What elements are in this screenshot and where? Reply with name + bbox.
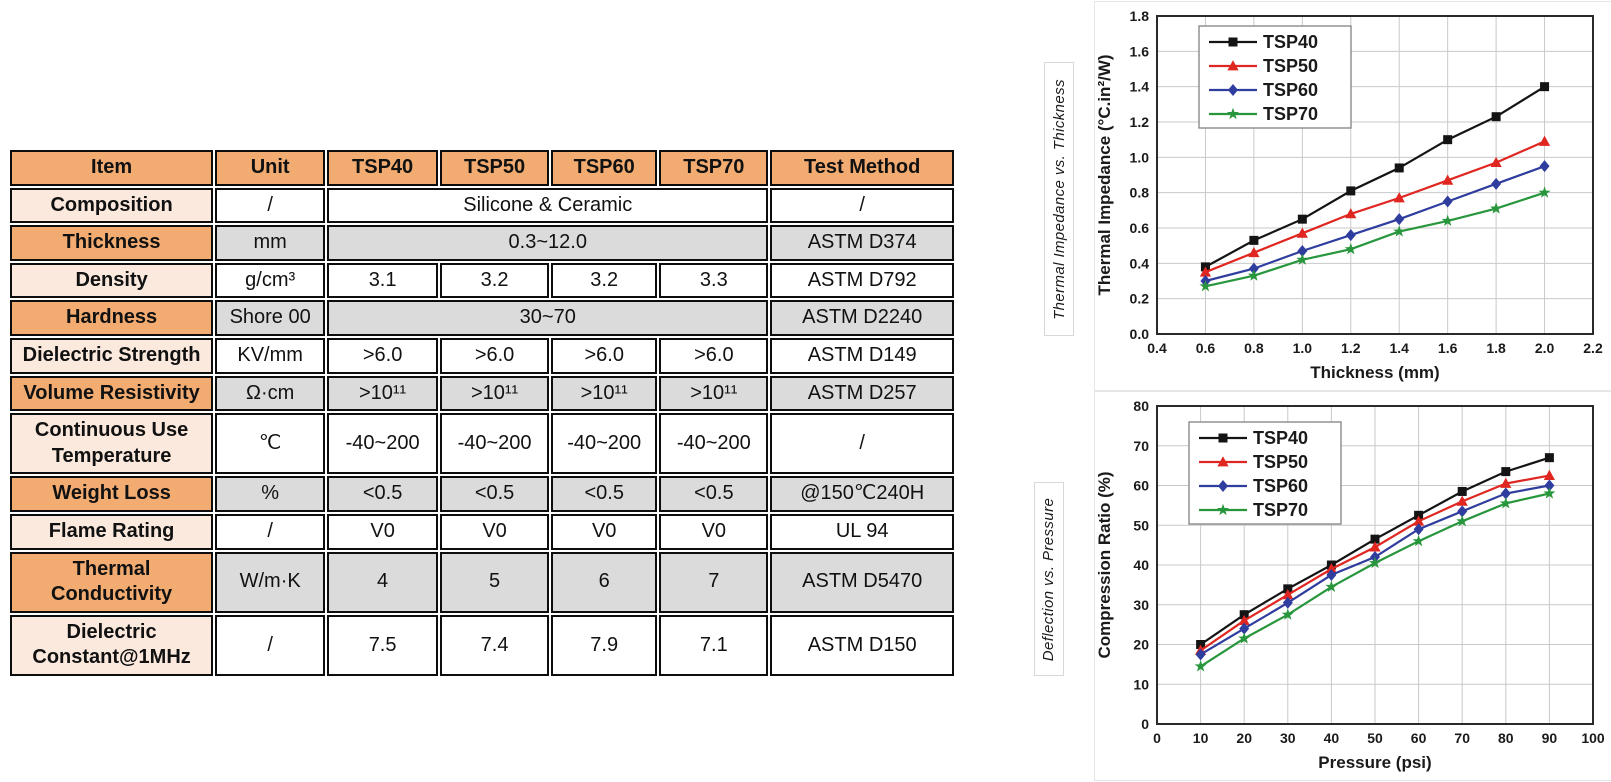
value-cell: -40~200: [327, 413, 438, 474]
value-cell: 7.5: [327, 615, 438, 676]
value-cell: <0.5: [659, 476, 768, 512]
thermal-impedance-side-label: [1044, 62, 1074, 336]
svg-text:0.2: 0.2: [1129, 290, 1149, 307]
x-axis-title: Thickness (mm): [1310, 363, 1440, 382]
value-cell: -40~200: [659, 413, 768, 474]
svg-text:0.4: 0.4: [1147, 340, 1167, 356]
svg-text:0: 0: [1141, 716, 1149, 732]
test-method-cell: UL 94: [770, 514, 954, 550]
unit-cell: g/cm³: [215, 263, 325, 299]
table-row: [10, 300, 954, 336]
y-axis-title: Thermal Impedance (°C.in²/W): [1095, 54, 1114, 296]
value-cell: >10¹¹: [327, 376, 438, 412]
table-row: [10, 413, 954, 474]
header-cell: Item: [10, 150, 213, 186]
svg-text:1.2: 1.2: [1341, 340, 1361, 356]
test-method-cell: ASTM D150: [770, 615, 954, 676]
legend-label: TSP70: [1253, 500, 1309, 520]
legend-label: TSP60: [1253, 476, 1309, 496]
header-row: [10, 150, 954, 186]
svg-text:1.2: 1.2: [1129, 114, 1149, 130]
svg-text:80: 80: [1133, 398, 1149, 414]
legend: [1189, 422, 1341, 524]
svg-text:90: 90: [1541, 730, 1558, 746]
table-row: [10, 514, 954, 550]
value-cell: 4: [327, 552, 438, 613]
unit-cell: /: [215, 615, 325, 676]
unit-cell: Ω·cm: [215, 376, 325, 412]
item-cell: Continuous Use Temperature: [10, 413, 213, 474]
svg-text:1.8: 1.8: [1129, 8, 1149, 24]
thermal-impedance-chart: [1094, 1, 1611, 391]
table-row: [10, 476, 954, 512]
test-method-cell: ASTM D374: [770, 225, 954, 261]
svg-text:1.6: 1.6: [1129, 43, 1149, 60]
header-cell: Test Method: [770, 150, 954, 186]
svg-text:50: 50: [1133, 517, 1149, 534]
value-cell: 7.1: [659, 615, 768, 676]
svg-text:10: 10: [1192, 730, 1209, 746]
header-cell: TSP60: [551, 150, 657, 186]
value-cell: <0.5: [551, 476, 657, 512]
svg-text:60: 60: [1133, 477, 1149, 494]
value-cell: V0: [551, 514, 657, 550]
item-cell: Dielectric Constant@1MHz: [10, 615, 213, 676]
table-row: [10, 552, 954, 613]
svg-text:20: 20: [1133, 636, 1149, 653]
value-cell: 7.4: [440, 615, 549, 676]
unit-cell: /: [215, 188, 325, 224]
compression-ratio-chart-svg: [1095, 392, 1610, 778]
value-cell: >6.0: [551, 338, 657, 374]
svg-text:0: 0: [1153, 730, 1161, 746]
legend-label: TSP50: [1263, 56, 1319, 76]
svg-text:1.4: 1.4: [1389, 340, 1409, 356]
svg-text:2.2: 2.2: [1583, 340, 1603, 356]
value-cell: 30~70: [327, 300, 768, 336]
svg-text:10: 10: [1133, 676, 1149, 693]
value-cell: V0: [327, 514, 438, 550]
svg-text:80: 80: [1498, 730, 1514, 746]
value-cell: <0.5: [327, 476, 438, 512]
svg-text:1.8: 1.8: [1486, 340, 1506, 356]
table-body: [10, 188, 954, 676]
svg-text:50: 50: [1367, 730, 1383, 746]
value-cell: 3.2: [440, 263, 549, 299]
item-cell: Thickness: [10, 225, 213, 261]
svg-text:40: 40: [1133, 557, 1149, 573]
item-cell: Weight Loss: [10, 476, 213, 512]
value-cell: 7.9: [551, 615, 657, 676]
svg-text:70: 70: [1454, 730, 1470, 746]
svg-text:0.6: 0.6: [1129, 220, 1149, 236]
item-cell: Thermal Conductivity: [10, 552, 213, 613]
unit-cell: %: [215, 476, 325, 512]
legend-label: TSP40: [1263, 32, 1319, 52]
legend-label: TSP40: [1253, 428, 1309, 448]
table-row: [10, 376, 954, 412]
table-header: [10, 150, 954, 186]
value-cell: 3.2: [551, 263, 657, 299]
header-cell: Unit: [215, 150, 325, 186]
item-cell: Dielectric Strength: [10, 338, 213, 374]
header-cell: TSP70: [659, 150, 768, 186]
svg-text:0.6: 0.6: [1195, 340, 1216, 356]
table-row: [10, 225, 954, 261]
value-cell: >6.0: [327, 338, 438, 374]
deflection-side-label: [1034, 482, 1064, 676]
svg-text:40: 40: [1323, 730, 1340, 746]
svg-text:2.0: 2.0: [1534, 340, 1555, 356]
item-cell: Composition: [10, 188, 213, 224]
value-cell: 5: [440, 552, 549, 613]
svg-text:1.0: 1.0: [1129, 149, 1149, 166]
value-cell: Silicone & Ceramic: [327, 188, 768, 224]
table-row: [10, 338, 954, 374]
spec-table: [8, 148, 956, 678]
svg-text:0.8: 0.8: [1244, 340, 1264, 356]
unit-cell: Shore 00: [215, 300, 325, 336]
unit-cell: KV/mm: [215, 338, 325, 374]
legend-label: TSP70: [1263, 104, 1319, 124]
test-method-cell: ASTM D149: [770, 338, 954, 374]
header-cell: TSP50: [440, 150, 549, 186]
value-cell: 3.1: [327, 263, 438, 299]
svg-text:30: 30: [1280, 730, 1296, 746]
compression-ratio-chart: [1094, 391, 1611, 781]
test-method-cell: ASTM D2240: [770, 300, 954, 336]
value-cell: V0: [440, 514, 549, 550]
value-cell: 7: [659, 552, 768, 613]
y-axis-title: Compression Ratio (%): [1095, 471, 1114, 659]
value-cell: 6: [551, 552, 657, 613]
table-row: [10, 263, 954, 299]
value-cell: V0: [659, 514, 768, 550]
test-method-cell: ASTM D257: [770, 376, 954, 412]
item-cell: Hardness: [10, 300, 213, 336]
test-method-cell: /: [770, 188, 954, 224]
value-cell: 3.3: [659, 263, 768, 299]
header-cell: TSP40: [327, 150, 438, 186]
value-cell: >10¹¹: [551, 376, 657, 412]
svg-text:0.8: 0.8: [1129, 184, 1149, 201]
table-row: [10, 615, 954, 676]
value-cell: >10¹¹: [440, 376, 549, 412]
svg-text:1.0: 1.0: [1292, 340, 1313, 356]
x-axis-title: Pressure (psi): [1318, 753, 1432, 772]
svg-text:0.4: 0.4: [1129, 255, 1149, 272]
unit-cell: mm: [215, 225, 325, 261]
test-method-cell: /: [770, 413, 954, 474]
value-cell: 0.3~12.0: [327, 225, 768, 261]
legend: [1199, 26, 1351, 128]
svg-text:0.0: 0.0: [1129, 326, 1149, 342]
value-cell: >6.0: [659, 338, 768, 374]
svg-text:70: 70: [1133, 437, 1149, 454]
test-method-cell: @150℃240H: [770, 476, 954, 512]
series-TSP50: [1200, 136, 1550, 277]
table-row: [10, 188, 954, 224]
side-label-text: Thermal Impedance vs. Thickness: [1050, 78, 1068, 320]
item-cell: Volume Resistivity: [10, 376, 213, 412]
value-cell: >10¹¹: [659, 376, 768, 412]
test-method-cell: ASTM D5470: [770, 552, 954, 613]
value-cell: <0.5: [440, 476, 549, 512]
thermal-impedance-chart-svg: [1095, 2, 1610, 388]
side-label-text: Deflection vs. Pressure: [1040, 497, 1058, 661]
value-cell: -40~200: [551, 413, 657, 474]
unit-cell: /: [215, 514, 325, 550]
value-cell: >6.0: [440, 338, 549, 374]
svg-text:20: 20: [1236, 730, 1252, 746]
svg-text:60: 60: [1410, 730, 1427, 746]
item-cell: Flame Rating: [10, 514, 213, 550]
unit-cell: W/m·K: [215, 552, 325, 613]
test-method-cell: ASTM D792: [770, 263, 954, 299]
legend-label: TSP50: [1253, 452, 1309, 472]
svg-text:1.6: 1.6: [1437, 340, 1458, 356]
value-cell: -40~200: [440, 413, 549, 474]
item-cell: Density: [10, 263, 213, 299]
unit-cell: ℃: [215, 413, 325, 474]
svg-text:1.4: 1.4: [1129, 78, 1149, 95]
legend-label: TSP60: [1263, 80, 1319, 100]
svg-text:100: 100: [1581, 730, 1605, 746]
svg-text:30: 30: [1133, 596, 1149, 613]
